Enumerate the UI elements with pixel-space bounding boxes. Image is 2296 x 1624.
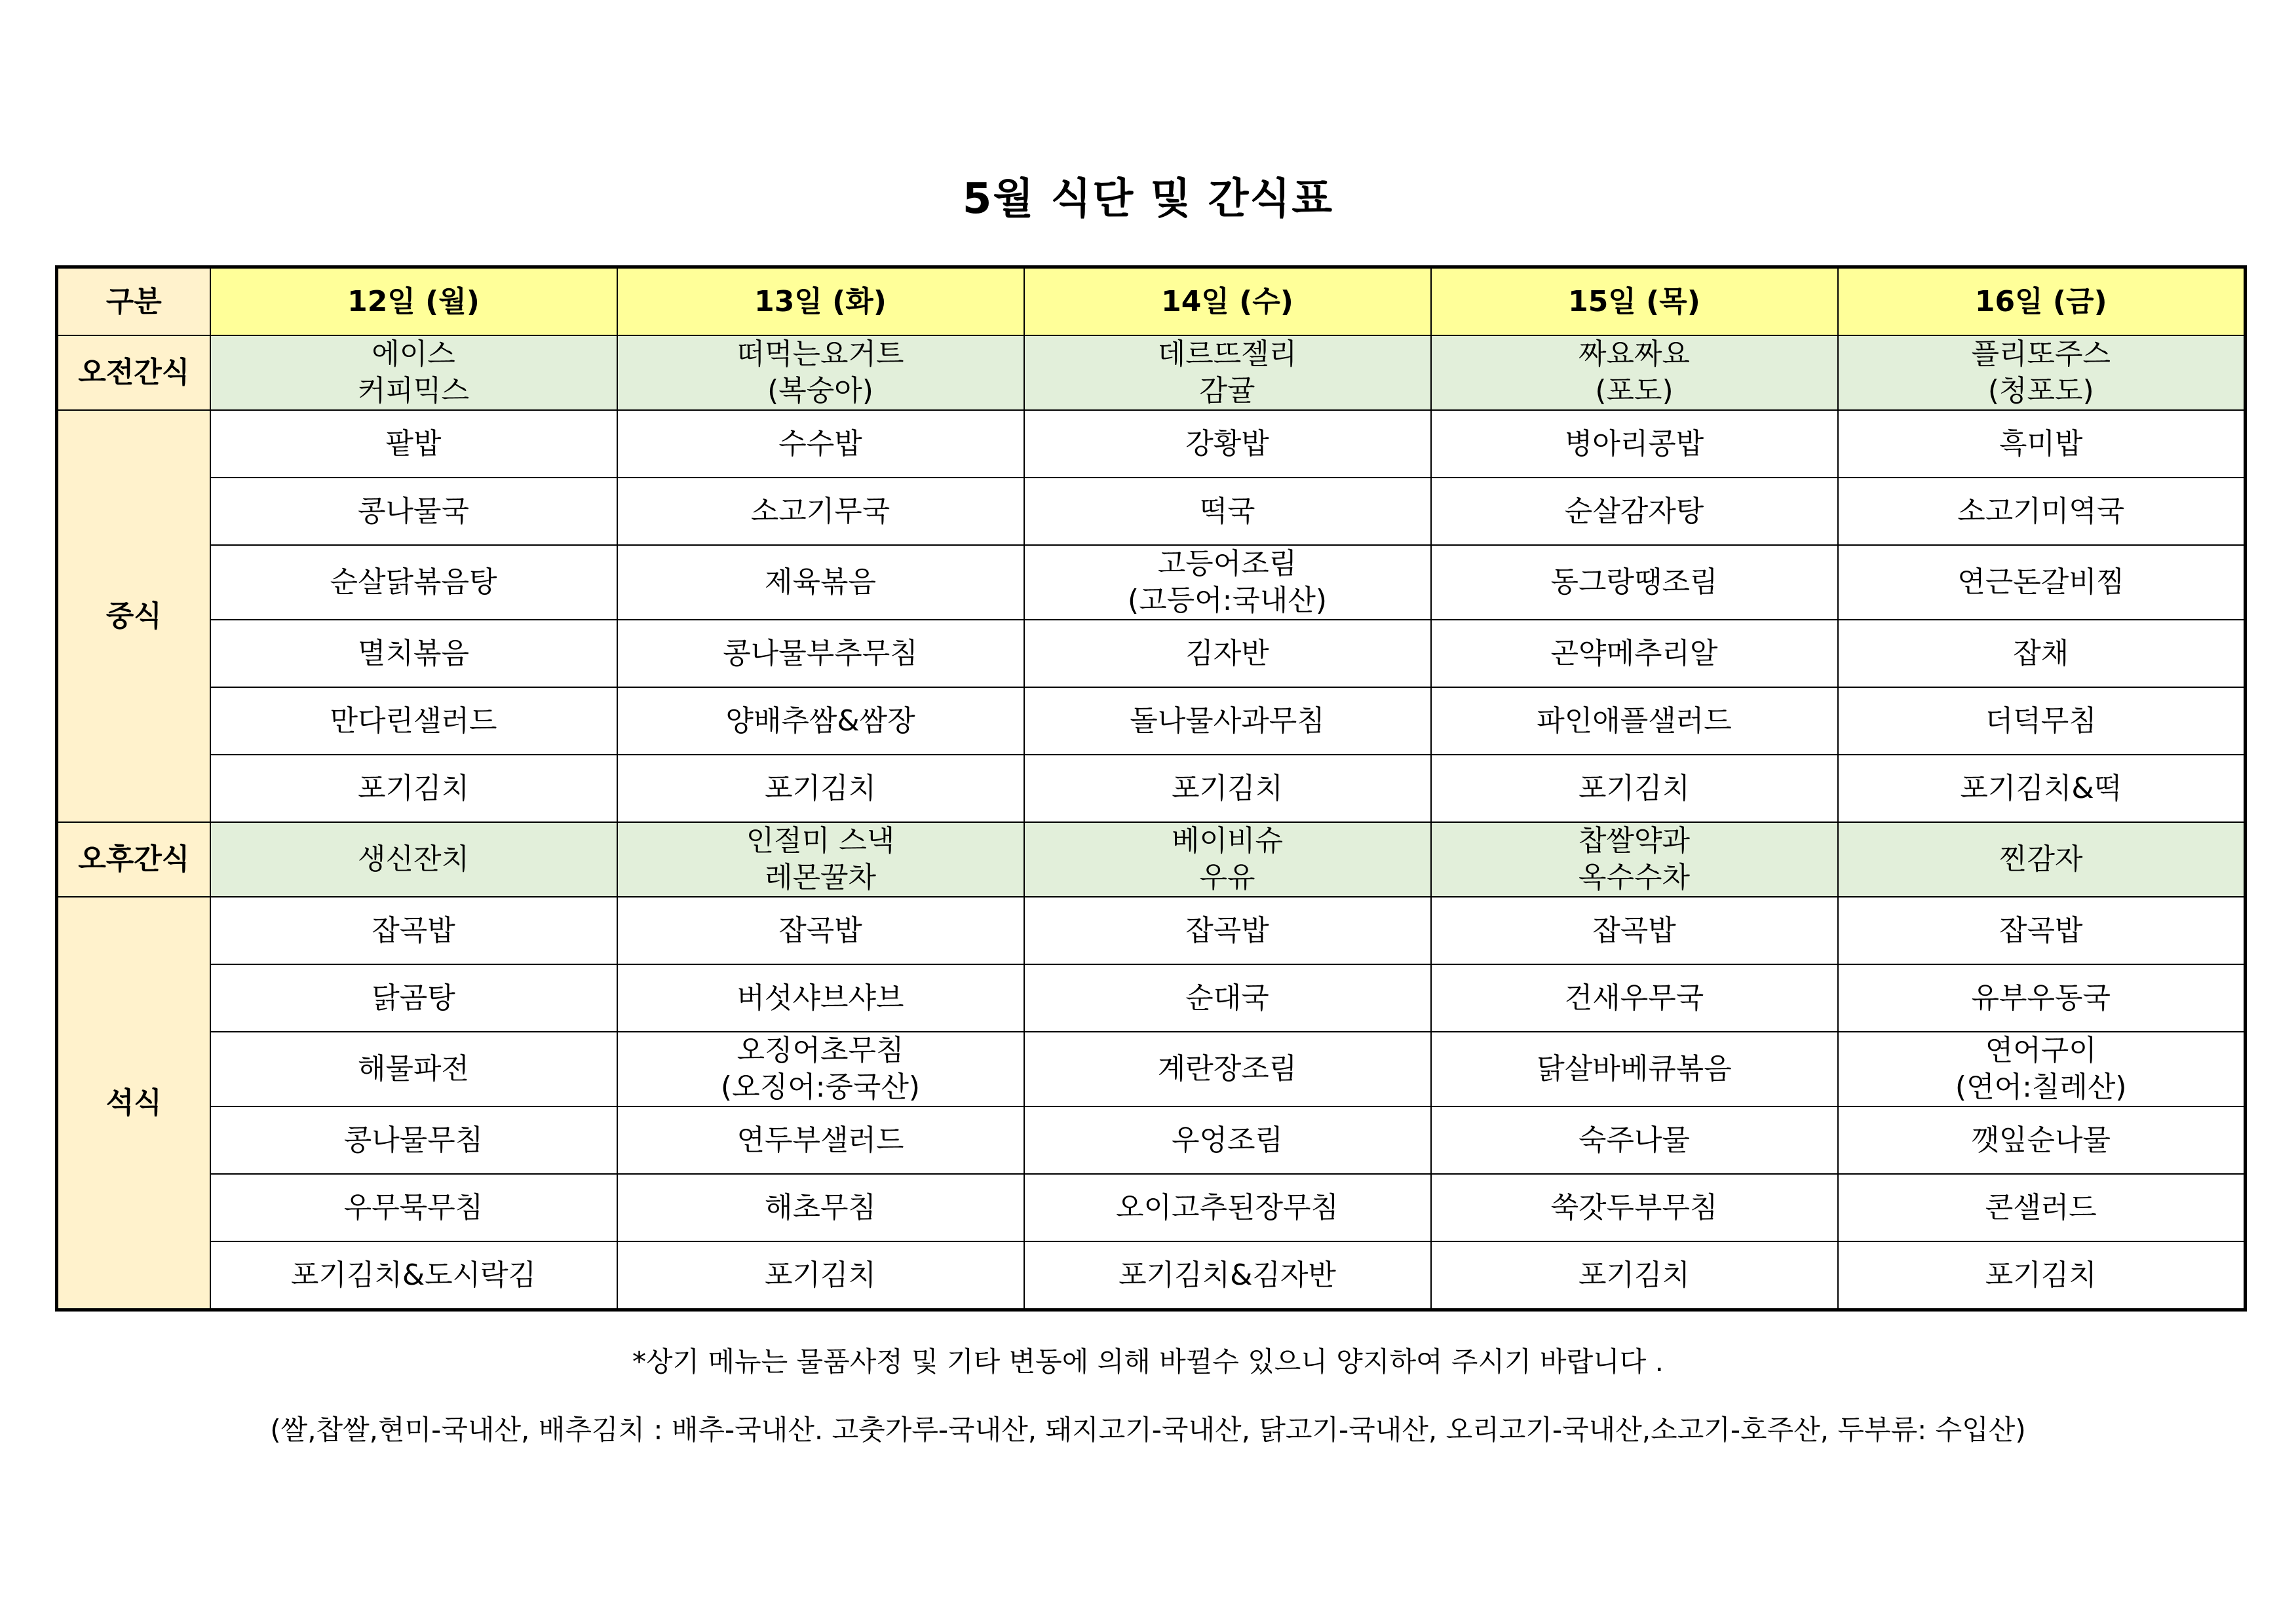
menu-cell: 제육볶음 (617, 545, 1024, 620)
menu-cell: 우엉조림 (1024, 1106, 1431, 1174)
menu-cell: 계란장조림 (1024, 1032, 1431, 1106)
dinner-row (57, 964, 2246, 1032)
menu-cell: 동그랑땡조림 (1431, 545, 1838, 620)
menu-cell: 해물파전 (210, 1032, 617, 1106)
menu-cell: 닭살바베큐볶음 (1431, 1032, 1838, 1106)
header-row (57, 267, 2246, 336)
menu-cell: 더덕무침 (1838, 687, 2246, 755)
menu-cell: 오징어초무침 (오징어:중국산) (617, 1032, 1024, 1106)
menu-cell: 포기김치&떡 (1838, 755, 2246, 822)
menu-cell: 쑥갓두부무침 (1431, 1174, 1838, 1241)
menu-cell: 잡곡밥 (1838, 897, 2246, 964)
menu-cell: 건새우무국 (1431, 964, 1838, 1032)
menu-cell: 플리또주스 (청포도) (1838, 335, 2246, 410)
menu-cell: 콘샐러드 (1838, 1174, 2246, 1241)
morning-snack-row (57, 335, 2246, 410)
category-lunch: 중식 (57, 410, 210, 822)
menu-cell: 잡채 (1838, 620, 2246, 687)
menu-cell: 고등어조림 (고등어:국내산) (1024, 545, 1431, 620)
menu-table (55, 265, 2247, 1312)
menu-cell: 만다린샐러드 (210, 687, 617, 755)
menu-cell: 포기김치 (210, 755, 617, 822)
menu-cell: 순대국 (1024, 964, 1431, 1032)
menu-cell: 떡국 (1024, 478, 1431, 545)
menu-cell: 포기김치 (1431, 1241, 1838, 1310)
menu-cell: 병아리콩밥 (1431, 410, 1838, 478)
menu-cell: 유부우동국 (1838, 964, 2246, 1032)
menu-cell: 김자반 (1024, 620, 1431, 687)
menu-cell: 수수밥 (617, 410, 1024, 478)
menu-cell: 순살닭볶음탕 (210, 545, 617, 620)
menu-cell: 인절미 스낵 레몬꿀차 (617, 822, 1024, 897)
menu-cell: 파인애플샐러드 (1431, 687, 1838, 755)
menu-cell: 연두부샐러드 (617, 1106, 1024, 1174)
category-dinner: 석식 (57, 897, 210, 1310)
menu-cell: 생신잔치 (210, 822, 617, 897)
menu-cell: 잡곡밥 (617, 897, 1024, 964)
menu-cell: 포기김치 (1431, 755, 1838, 822)
header-day: 13일 (화) (617, 267, 1024, 336)
menu-cell: 포기김치&김자반 (1024, 1241, 1431, 1310)
menu-cell: 떠먹는요거트 (복숭아) (617, 335, 1024, 410)
menu-cell: 짜요짜요 (포도) (1431, 335, 1838, 410)
dinner-row (57, 897, 2246, 964)
menu-cell: 데르뜨젤리 감귤 (1024, 335, 1431, 410)
menu-cell: 소고기미역국 (1838, 478, 2246, 545)
menu-cell: 잡곡밥 (1431, 897, 1838, 964)
afternoon-snack-row (57, 822, 2246, 897)
menu-cell: 곤약메추리알 (1431, 620, 1838, 687)
menu-cell: 소고기무국 (617, 478, 1024, 545)
menu-cell: 멸치볶음 (210, 620, 617, 687)
dinner-row (57, 1106, 2246, 1174)
menu-cell: 포기김치 (617, 1241, 1024, 1310)
page-title: 5월 식단 및 간식표 (962, 175, 1334, 223)
lunch-row (57, 478, 2246, 545)
header-day: 12일 (월) (210, 267, 617, 336)
menu-cell: 잡곡밥 (1024, 897, 1431, 964)
menu-cell: 연근돈갈비찜 (1838, 545, 2246, 620)
category-morning-snack: 오전간식 (57, 335, 210, 410)
dinner-row (57, 1174, 2246, 1241)
header-day: 15일 (목) (1431, 267, 1838, 336)
menu-cell: 연어구이 (연어:칠레산) (1838, 1032, 2246, 1106)
lunch-row (57, 755, 2246, 822)
menu-cell: 오이고추된장무침 (1024, 1174, 1431, 1241)
menu-cell: 찐감자 (1838, 822, 2246, 897)
menu-cell: 돌나물사과무침 (1024, 687, 1431, 755)
header-day: 16일 (금) (1838, 267, 2246, 336)
menu-cell: 잡곡밥 (210, 897, 617, 964)
menu-cell: 콩나물부추무침 (617, 620, 1024, 687)
lunch-row (57, 545, 2246, 620)
menu-cell: 해초무침 (617, 1174, 1024, 1241)
menu-cell: 에이스 커피믹스 (210, 335, 617, 410)
dinner-row (57, 1241, 2246, 1310)
menu-cell: 우무묵무침 (210, 1174, 617, 1241)
menu-cell: 포기김치 (1838, 1241, 2246, 1310)
menu-cell: 팥밥 (210, 410, 617, 478)
menu-cell: 콩나물무침 (210, 1106, 617, 1174)
menu-cell: 베이비슈 우유 (1024, 822, 1431, 897)
header-category: 구분 (57, 267, 210, 336)
menu-cell: 깻잎순나물 (1838, 1106, 2246, 1174)
menu-cell: 강황밥 (1024, 410, 1431, 478)
menu-cell: 닭곰탕 (210, 964, 617, 1032)
origin-notice: (쌀,찹쌀,현미-국내산, 배추김치 : 배추-국내산. 고춧가루-국내산, 돼지고기-국내산, 닭고기-국내산, 오리고기-국내산,소고기-호주산, 두부류: 수입산) (270, 1414, 2026, 1446)
menu-cell: 콩나물국 (210, 478, 617, 545)
menu-cell: 흑미밥 (1838, 410, 2246, 478)
menu-cell: 숙주나물 (1431, 1106, 1838, 1174)
lunch-row (57, 620, 2246, 687)
lunch-row (57, 687, 2246, 755)
category-afternoon-snack: 오후간식 (57, 822, 210, 897)
menu-change-notice: *상기 메뉴는 물품사정 및 기타 변동에 의해 바뀔수 있으니 양지하여 주시기 바랍니다 . (632, 1346, 1664, 1378)
menu-cell: 찹쌀약과 옥수수차 (1431, 822, 1838, 897)
menu-cell: 포기김치 (1024, 755, 1431, 822)
dinner-row (57, 1032, 2246, 1106)
header-day: 14일 (수) (1024, 267, 1431, 336)
lunch-row (57, 410, 2246, 478)
menu-cell: 버섯샤브샤브 (617, 964, 1024, 1032)
menu-cell: 양배추쌈&쌈장 (617, 687, 1024, 755)
menu-cell: 순살감자탕 (1431, 478, 1838, 545)
menu-cell: 포기김치 (617, 755, 1024, 822)
menu-cell: 포기김치&도시락김 (210, 1241, 617, 1310)
